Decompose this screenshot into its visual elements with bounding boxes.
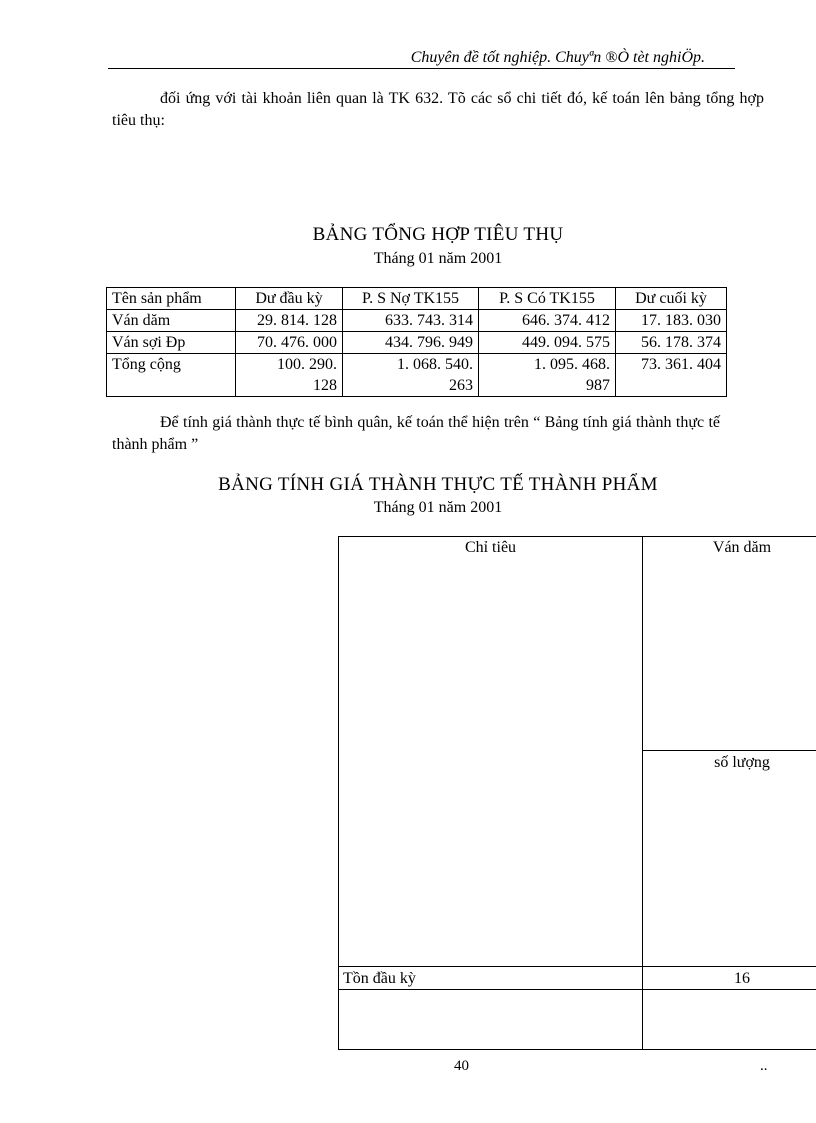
header-closing-balance: Dư cuối kỳ (616, 288, 727, 310)
cost-table-title: BẢNG TÍNH GIÁ THÀNH THỰC TẾ THÀNH PHẨM (218, 474, 658, 495)
table-total-row (107, 354, 727, 397)
row-closing-balance: 56. 178. 374 (616, 332, 727, 354)
table-row (107, 332, 727, 354)
row-opening-label: Tồn đầu kỳ (343, 970, 416, 987)
total-closing-balance: 73. 361. 404 (616, 354, 727, 397)
header-debit-tk155: P. S Nợ TK155 (343, 288, 479, 310)
row-debit: 434. 796. 949 (343, 332, 479, 354)
total-label: Tổng cộng (107, 354, 236, 397)
row-credit: 646. 374. 412 (479, 310, 616, 332)
row-opening-balance: 29. 814. 128 (236, 310, 343, 332)
header-indicator: Chỉ tiêu (464, 539, 517, 556)
header-product-name: Tên sản phẩm (107, 288, 236, 310)
row-closing-balance: 17. 183. 030 (616, 310, 727, 332)
row-opening-value: 16 (734, 970, 750, 987)
cost-table-subtitle: Tháng 01 năm 2001 (373, 499, 503, 516)
paragraph-cost: Để tính giá thành thực tế bình quân, kế toán thể hiện trên “ Bảng tính giá thành thực tế thành phẩm ” (112, 414, 720, 453)
summary-table (106, 287, 727, 397)
cost-table (338, 536, 816, 1050)
total-debit: 1. 068. 540. 263 (343, 354, 479, 397)
row-credit: 449. 094. 575 (479, 332, 616, 354)
table-row (107, 310, 727, 332)
row-product-name: Ván dăm (107, 310, 236, 332)
subheader-quantity: số lượng (714, 754, 770, 771)
header-credit-tk155: P. S Có TK155 (479, 288, 616, 310)
paragraph-intro: đối ứng với tài khoản liên quan là TK 632. Tõ các sổ chi tiết đó, kế toán lên bảng tổng hợp tiêu thụ: (112, 90, 764, 129)
quantity-divider (642, 750, 816, 751)
page-header (108, 48, 735, 69)
opening-row-top-border (339, 966, 816, 967)
header-van-dam: Ván dăm (712, 539, 772, 556)
total-opening-balance: 100. 290. 128 (236, 354, 343, 397)
total-credit: 1. 095. 468. 987 (479, 354, 616, 397)
page-number: 40 (454, 1058, 469, 1074)
table-header-row (107, 288, 727, 310)
summary-table-title: BẢNG TỔNG HỢP TIÊU THỤ (312, 224, 564, 245)
summary-table-subtitle: Tháng 01 năm 2001 (373, 250, 503, 267)
header-opening-balance: Dư đầu kỳ (236, 288, 343, 310)
header-text: Chuyên đề tốt nghiệp. Chuyªn ®Ò tèt nghiÖp. (410, 49, 705, 66)
footer-trailing: .. (760, 1058, 768, 1074)
row-product-name: Ván sợi Đp (107, 332, 236, 354)
row-opening-balance: 70. 476. 000 (236, 332, 343, 354)
opening-row-bottom-border (339, 989, 816, 990)
row-debit: 633. 743. 314 (343, 310, 479, 332)
